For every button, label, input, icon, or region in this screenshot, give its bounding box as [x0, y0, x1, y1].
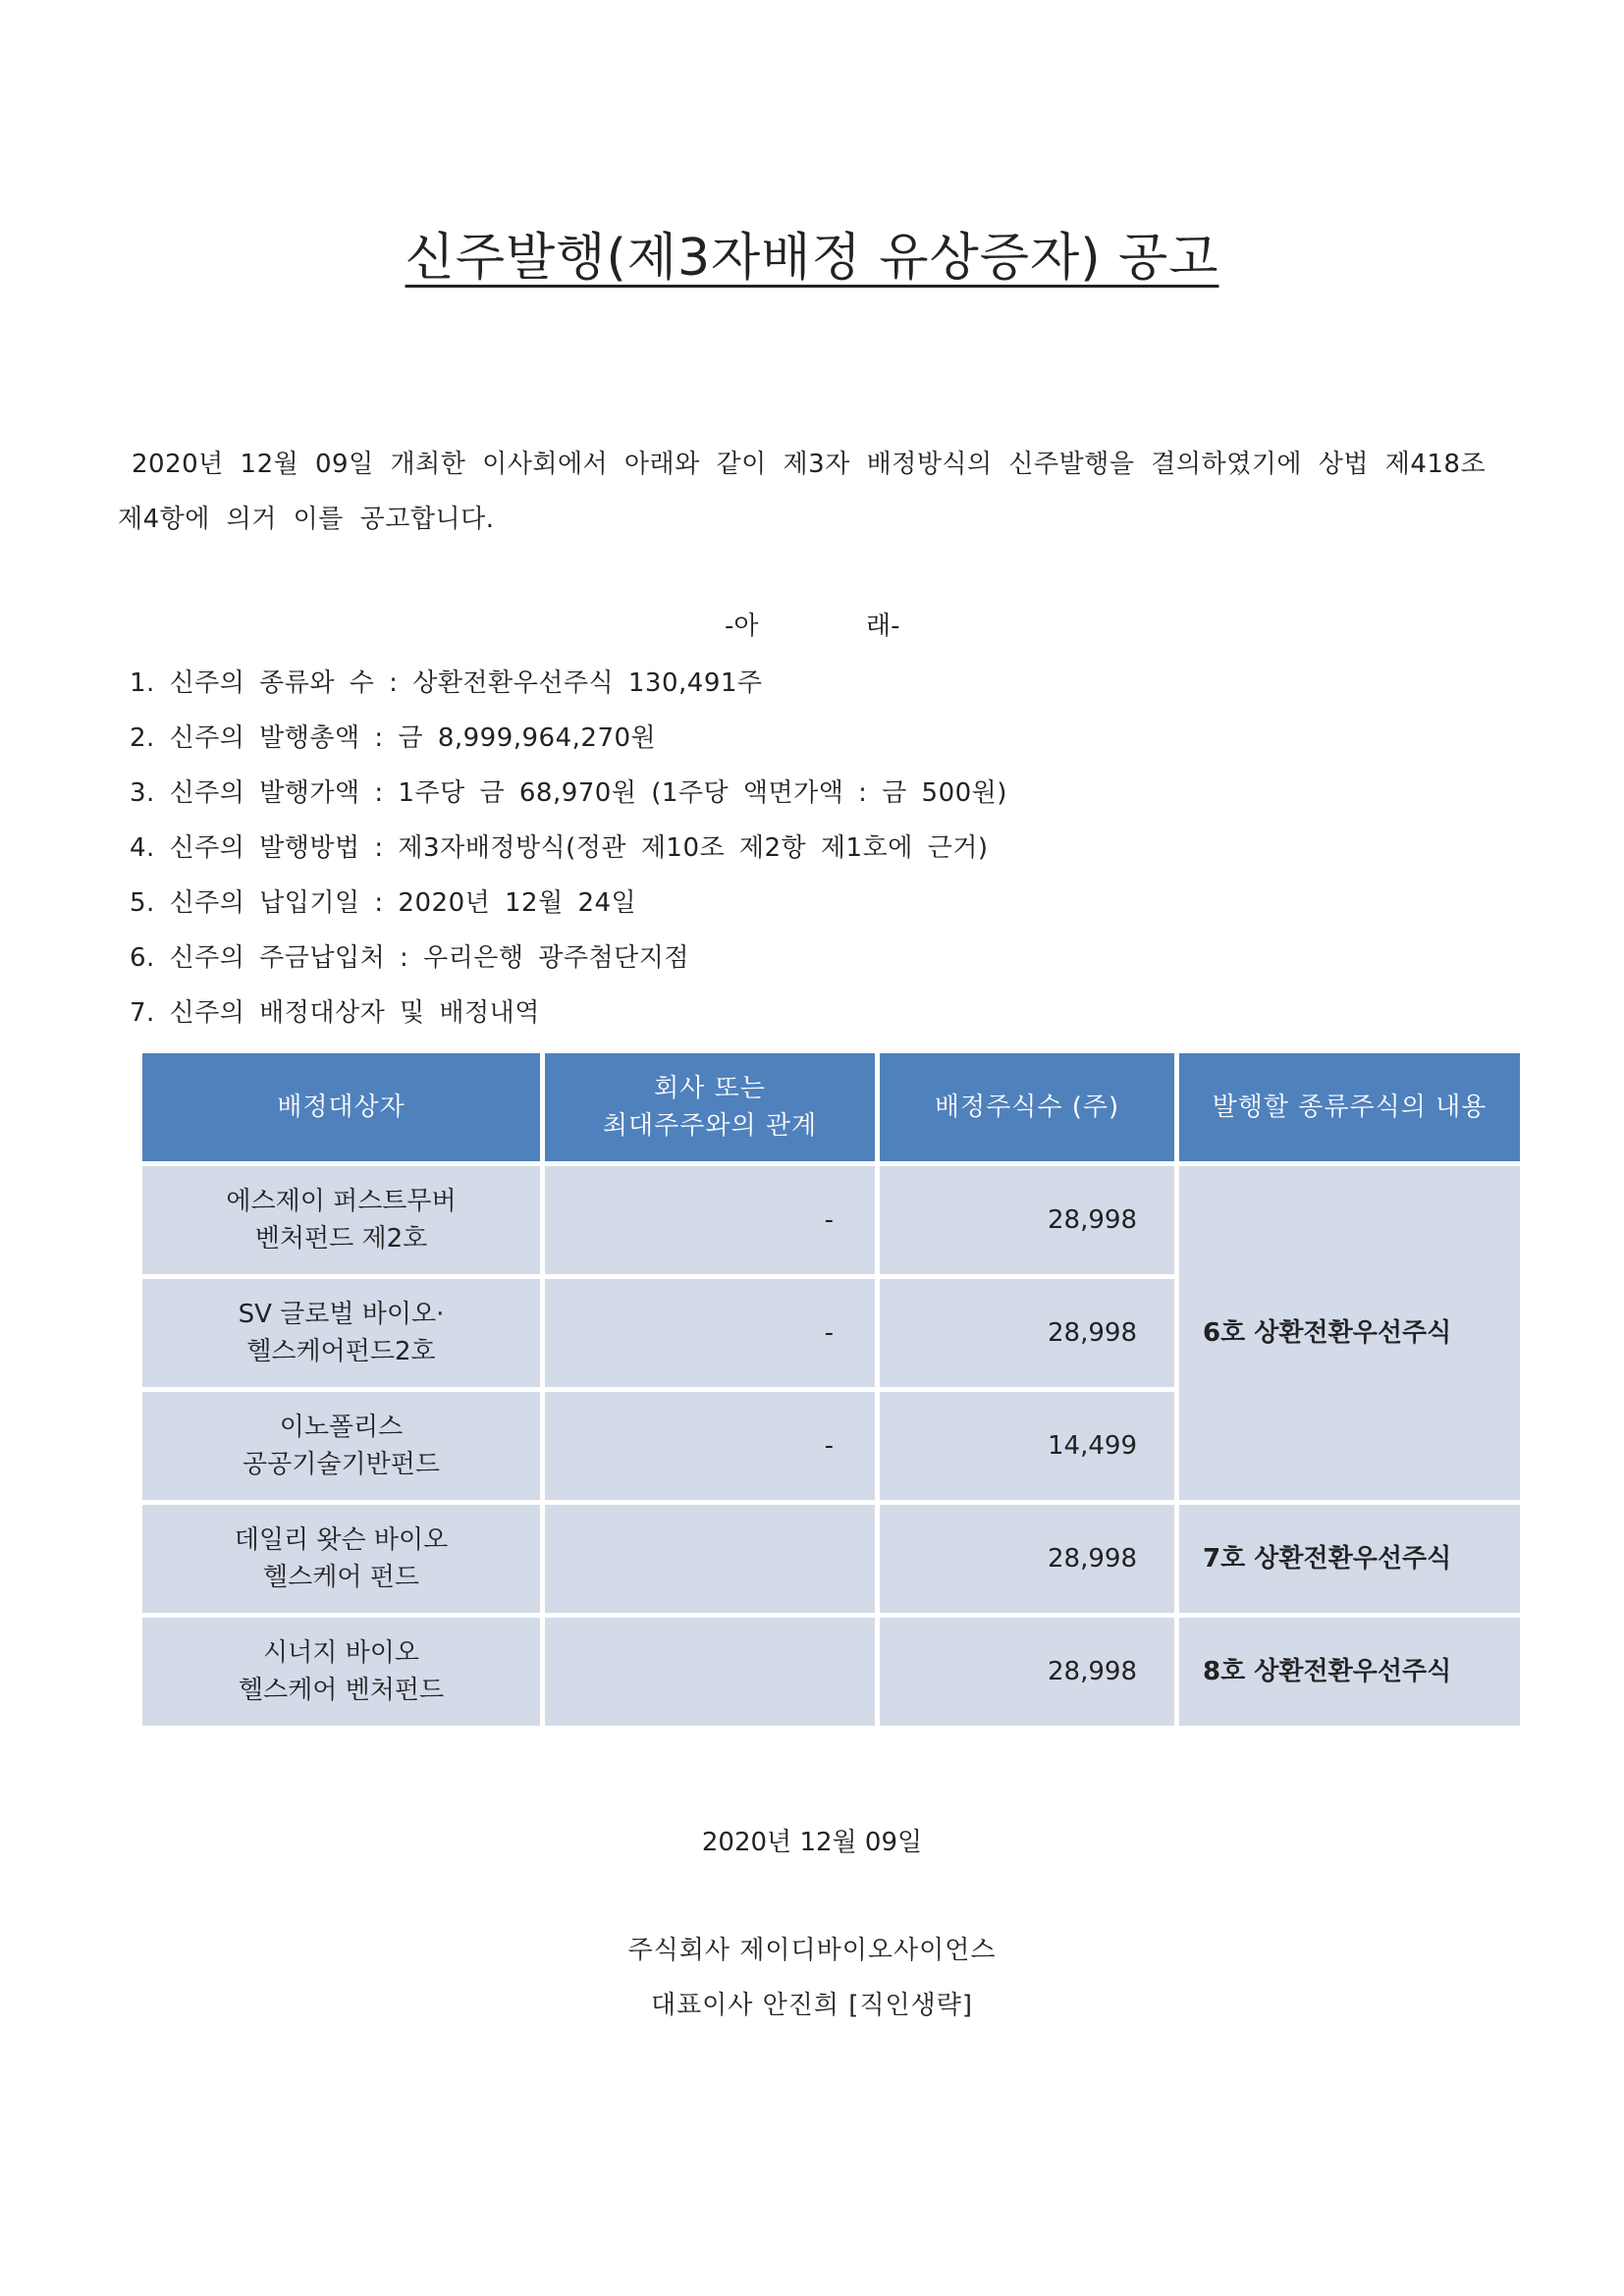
notice-title: 신주발행(제3자배정 유상증자) 공고	[405, 229, 1219, 288]
cell-name	[142, 1392, 540, 1500]
cell-shares: 14,499	[880, 1392, 1174, 1500]
name-line2: 벤처펀드 제2호	[254, 1224, 428, 1254]
cell-shares: 28,998	[880, 1618, 1174, 1726]
cell-type: 8호 상환전환우선주식	[1179, 1618, 1520, 1726]
name-line1: SV 글로벌 바이오·	[238, 1300, 445, 1329]
cell-shares: 28,998	[880, 1505, 1174, 1613]
cell-relation: -	[545, 1279, 875, 1387]
cell-relation: -	[545, 1392, 875, 1500]
name-line2: 헬스케어 펀드	[263, 1563, 419, 1592]
item-allocation: 7. 신주의 배정대상자 및 배정내역	[130, 998, 540, 1028]
name-line1: 에스제이 퍼스트무버	[226, 1187, 457, 1216]
name-line1: 시너지 바이오	[263, 1638, 419, 1668]
issuance-items	[130, 656, 1007, 1041]
header-relation-line2: 최대주주와의 관계	[602, 1111, 818, 1141]
cell-shares: 28,998	[880, 1279, 1174, 1387]
company-name: 주식회사 제이디바이오사이언스	[627, 1936, 997, 1965]
cell-name	[142, 1166, 540, 1274]
header-relation	[545, 1053, 875, 1161]
cell-name	[142, 1279, 540, 1387]
ceo-signature-line: 대표이사 안진희 [직인생략]	[650, 1991, 974, 2020]
item-payment-date: 5. 신주의 납입기일 : 2020년 12월 24일	[130, 888, 637, 918]
table-row	[142, 1618, 1520, 1726]
header-type: 발행할 종류주식의 내용	[1179, 1053, 1520, 1161]
allocation-table	[137, 1048, 1525, 1731]
cell-type: 7호 상환전환우선주식	[1179, 1505, 1520, 1613]
header-relation-line1: 회사 또는	[654, 1074, 766, 1103]
cell-relation	[545, 1618, 875, 1726]
name-line1: 이노폴리스	[279, 1413, 404, 1442]
name-line2: 공공기술기반펀드	[243, 1450, 440, 1479]
item-issue-price: 3. 신주의 발행가액 : 1주당 금 68,970원 (1주당 액면가액 : 금 500원)	[130, 778, 1007, 808]
cell-name	[142, 1618, 540, 1726]
name-line2: 헬스케어 벤처펀드	[238, 1676, 445, 1705]
cell-name	[142, 1505, 540, 1613]
intro-paragraph: 2020년 12월 09일 개최한 이사회에서 아래와 같이 제3자 배정방식의 신주발행을 결의하였기에 상법 제418조 제4항에 의거 이를 공고합니다.	[118, 450, 1487, 534]
cell-shares: 28,998	[880, 1166, 1174, 1274]
header-shares: 배정주식수 (주)	[880, 1053, 1174, 1161]
table-header-row	[142, 1053, 1520, 1161]
item-issue-method: 4. 신주의 발행방법 : 제3자배정방식(정관 제10조 제2항 제1호에 근거)	[130, 833, 989, 863]
cell-relation	[545, 1505, 875, 1613]
cell-type: 6호 상환전환우선주식	[1179, 1166, 1520, 1500]
item-type-count: 1. 신주의 종류와 수 : 상환전환우선주식 130,491주	[130, 668, 763, 698]
header-name: 배정대상자	[142, 1053, 540, 1161]
cell-relation: -	[545, 1166, 875, 1274]
name-line1: 데일리 왓슨 바이오	[234, 1525, 449, 1555]
item-total-amount: 2. 신주의 발행총액 : 금 8,999,964,270원	[130, 723, 657, 753]
notice-date: 2020년 12월 09일	[701, 1828, 923, 1857]
heading-right: 래-	[866, 612, 900, 641]
table-row	[142, 1505, 1520, 1613]
table-row	[142, 1166, 1520, 1274]
name-line2: 헬스케어펀드2호	[246, 1337, 436, 1366]
heading-left: -아	[725, 612, 759, 641]
item-payment-bank: 6. 신주의 주금납입처 : 우리은행 광주첨단지점	[130, 943, 689, 973]
